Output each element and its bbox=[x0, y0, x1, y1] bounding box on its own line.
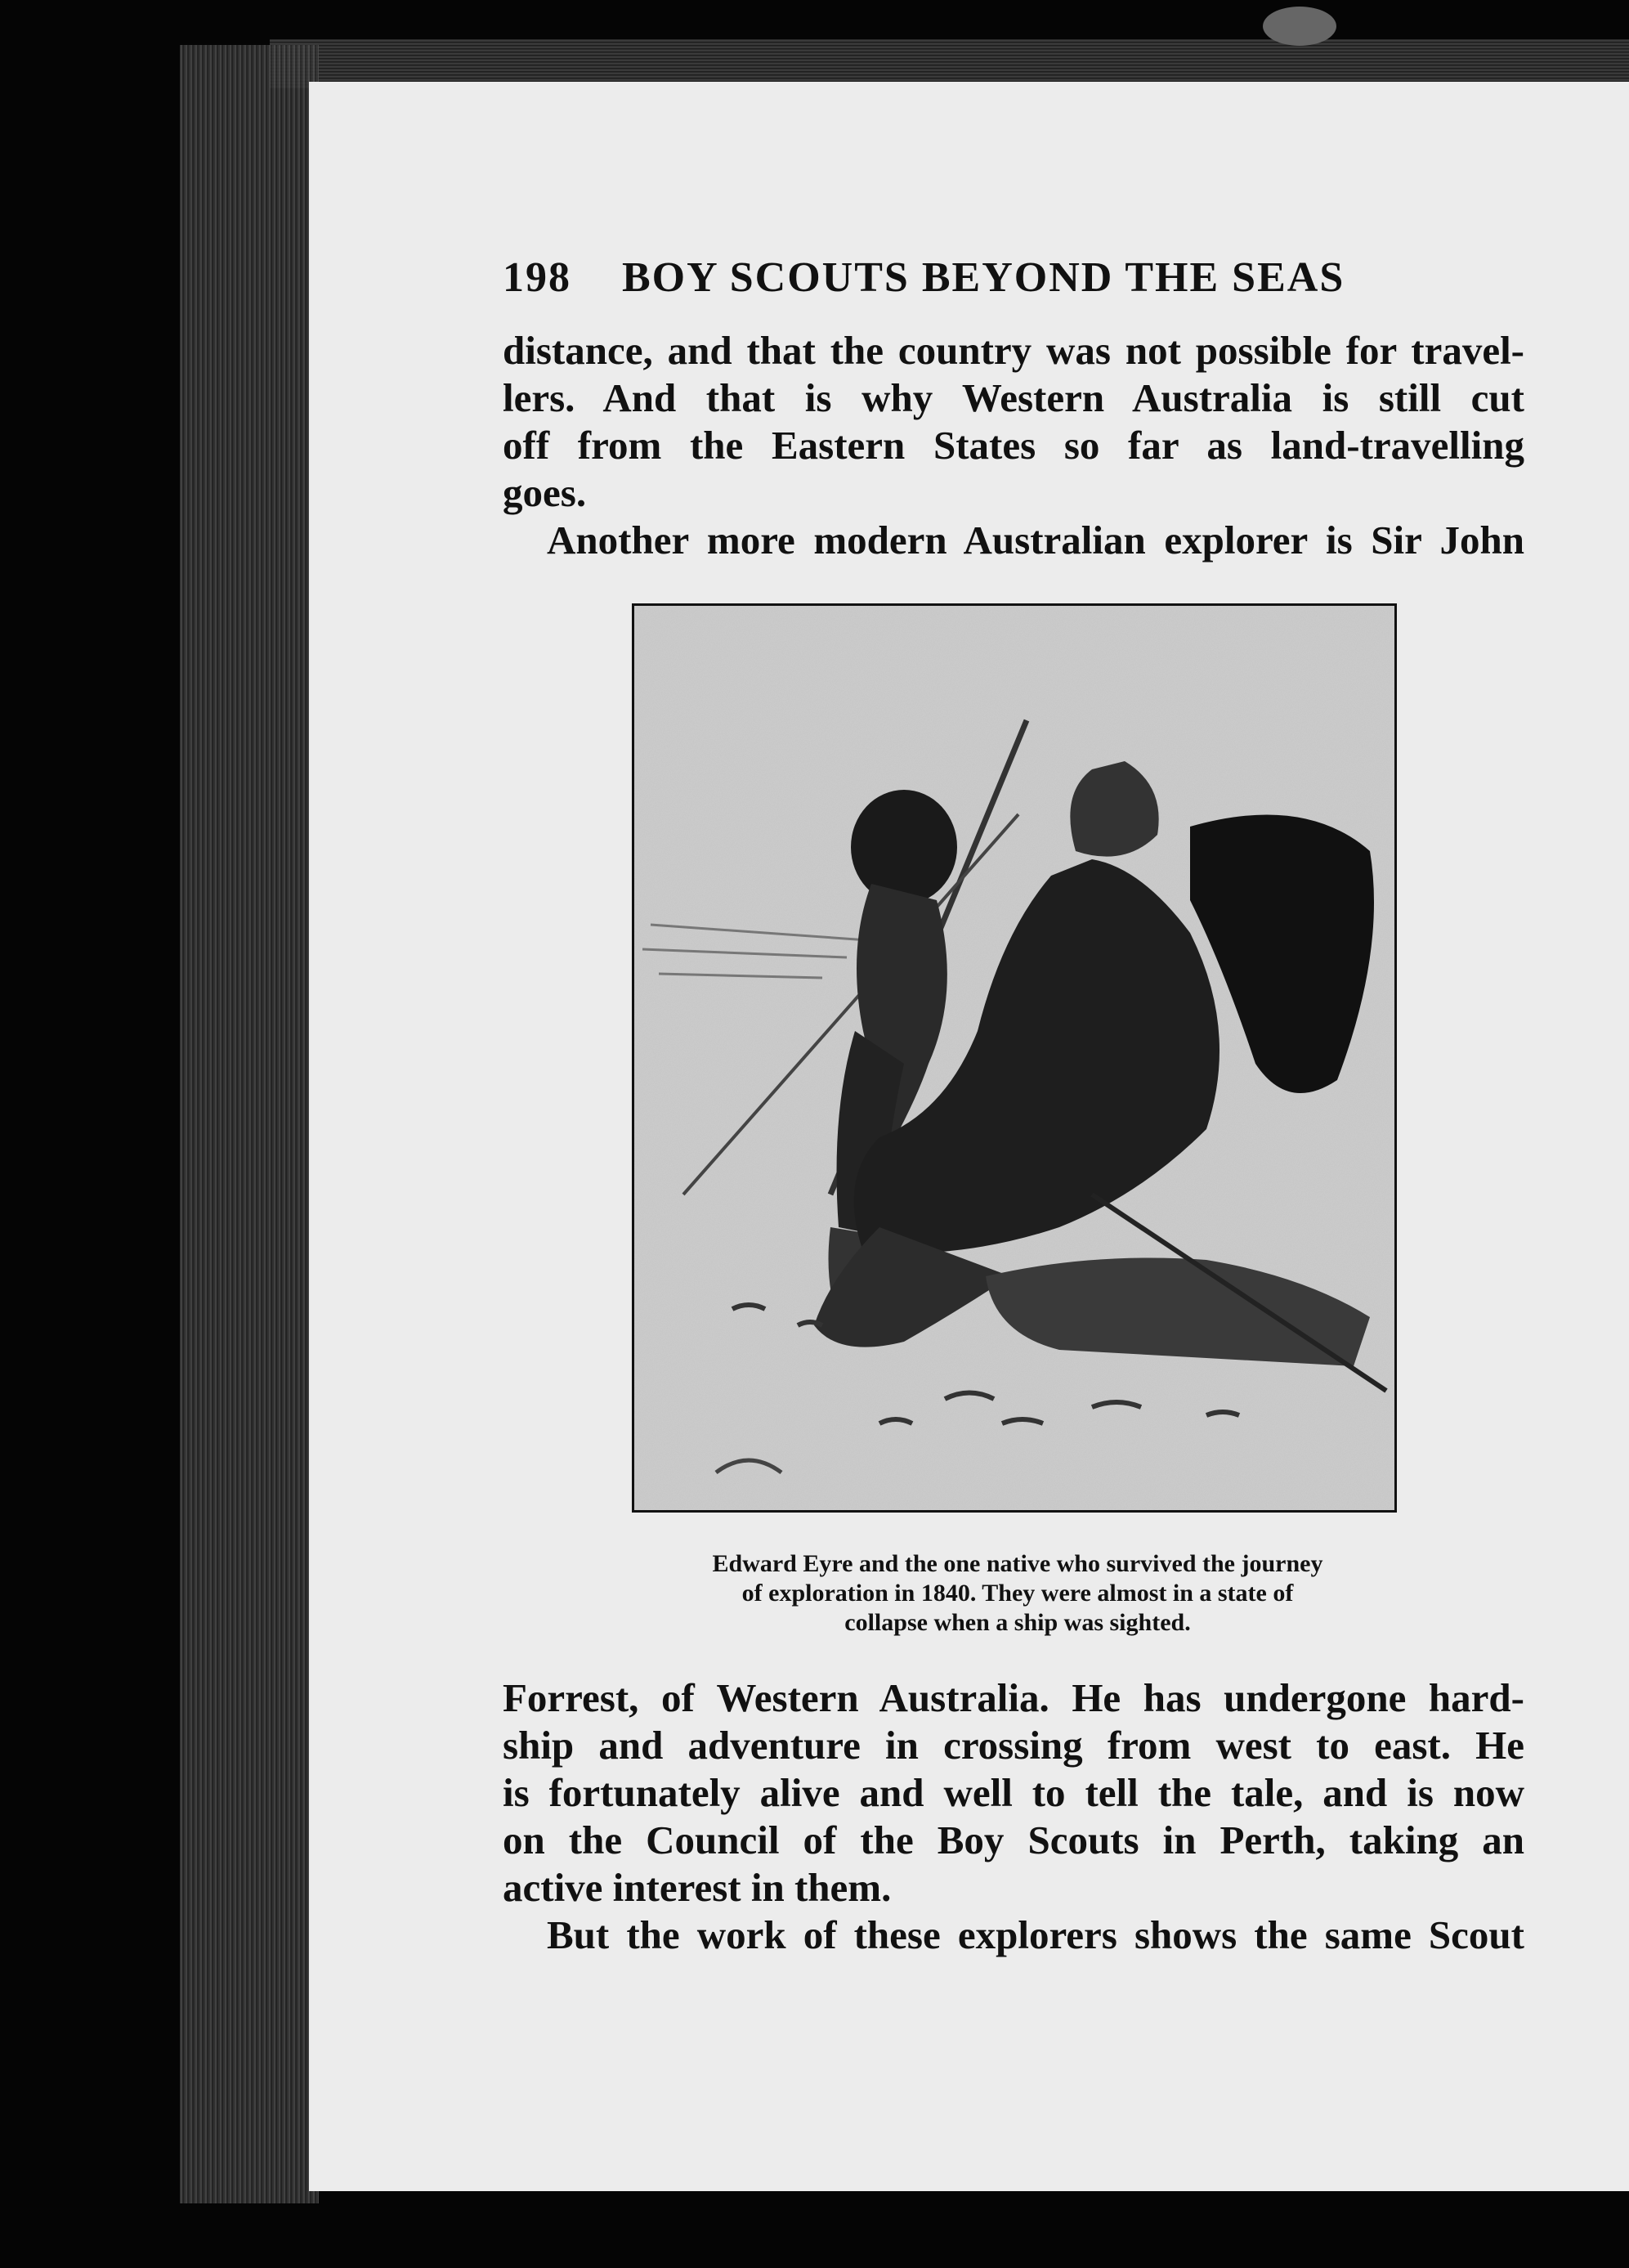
scan-blemish bbox=[1263, 7, 1336, 46]
text-line: But the work of these explorers shows the same Scout bbox=[547, 1912, 1524, 1957]
text-line: is fortunately alive and well to tell the tale, and is now bbox=[503, 1770, 1524, 1815]
figure-caption bbox=[625, 1549, 1410, 1638]
running-title: BOY SCOUTS BEYOND THE SEAS bbox=[622, 254, 1345, 301]
text-line: distance, and that the country was not possible for travel- bbox=[503, 328, 1524, 373]
caption-line: collapse when a ship was sighted. bbox=[844, 1609, 1191, 1636]
top-paragraph bbox=[503, 327, 1524, 564]
text-line: Another more modern Australian explorer is Sir John bbox=[547, 518, 1524, 563]
text-line: active interest in them. bbox=[503, 1865, 892, 1910]
illustration-eyre-and-native bbox=[632, 603, 1397, 1513]
text-line: ship and adventure in crossing from west to east. He bbox=[503, 1723, 1524, 1768]
running-head bbox=[503, 253, 1484, 302]
text-line: lers. And that is why Western Australia is still cut bbox=[503, 375, 1524, 420]
page-stack-top-edge bbox=[270, 39, 1629, 88]
text-line: on the Council of the Boy Scouts in Perth, taking an bbox=[503, 1818, 1524, 1862]
book-page-edges bbox=[180, 45, 319, 2203]
bottom-paragraph bbox=[503, 1674, 1524, 1959]
illustration-drawing bbox=[634, 606, 1394, 1510]
text-line: Forrest, of Western Australia. He has undergone hard- bbox=[503, 1675, 1524, 1720]
caption-line: Edward Eyre and the one native who survived the journey bbox=[712, 1550, 1323, 1577]
caption-line: of exploration in 1840. They were almost in a state of bbox=[741, 1580, 1294, 1607]
page-number: 198 bbox=[503, 254, 571, 301]
text-line: off from the Eastern States so far as land-travelling bbox=[503, 423, 1524, 468]
text-line: goes. bbox=[503, 470, 587, 515]
